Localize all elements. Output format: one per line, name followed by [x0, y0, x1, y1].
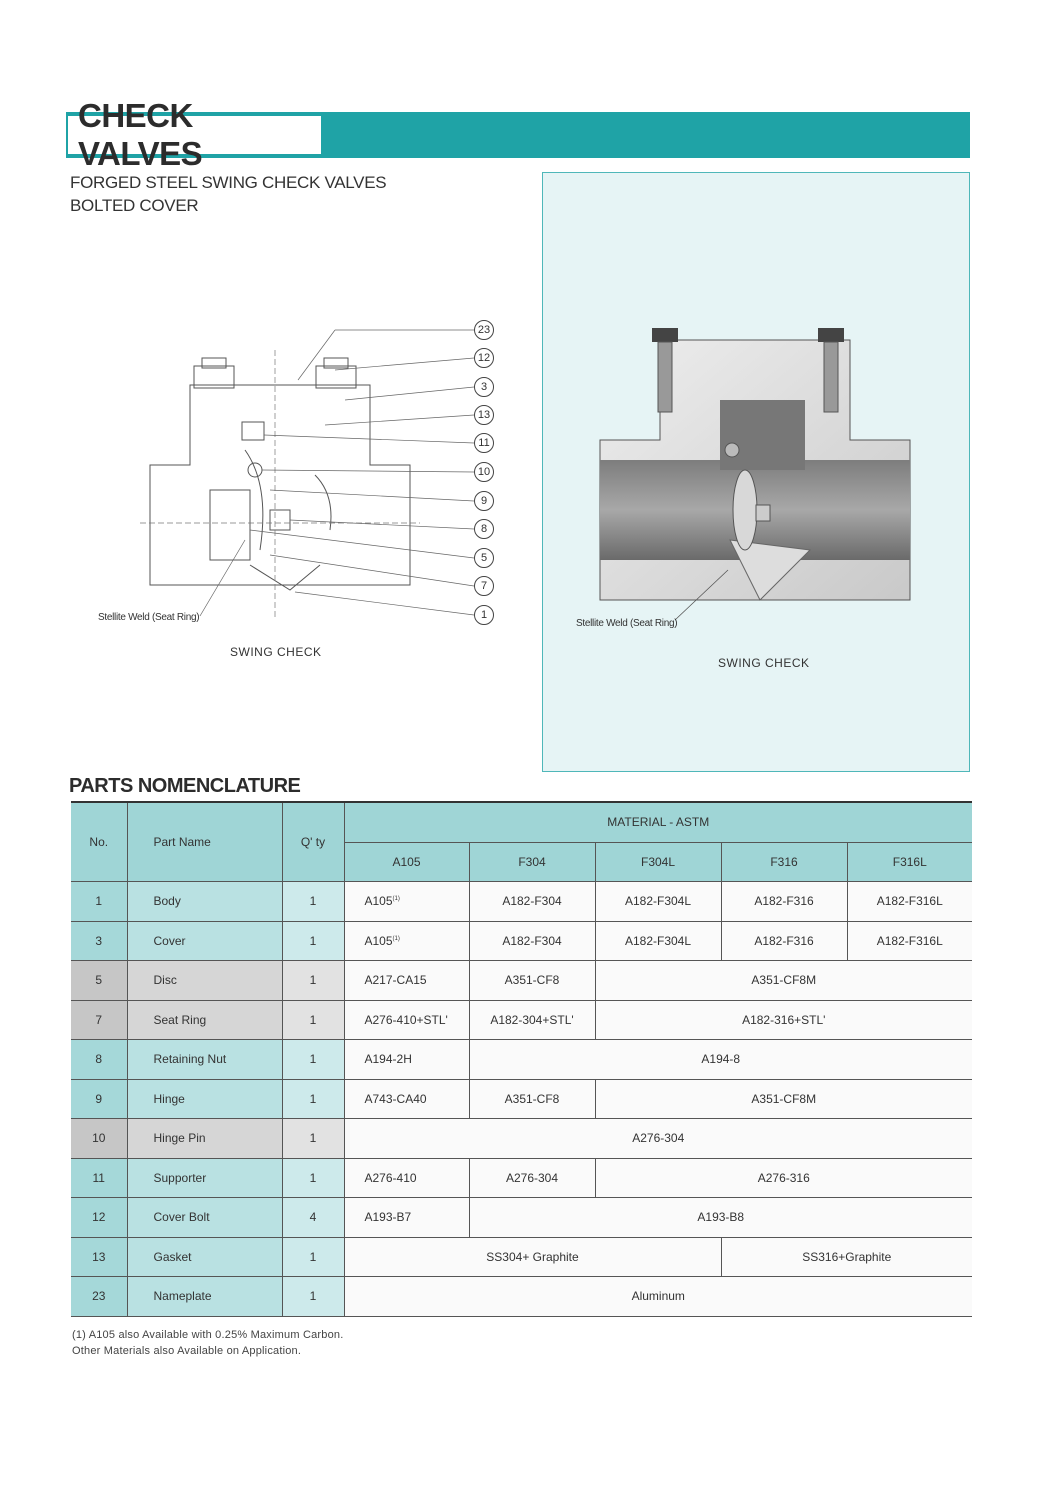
callout-10: 10 [474, 462, 494, 482]
callout-7: 7 [474, 576, 494, 596]
table-row [71, 1119, 972, 1159]
parts-heading: PARTS NOMENCLATURE [69, 775, 301, 797]
callout-8: 8 [474, 519, 494, 539]
material-cell: A182-316+STL' [595, 1000, 972, 1040]
material-value: A105 [364, 933, 393, 948]
callout-3: 3 [474, 377, 494, 397]
table-row [71, 882, 972, 922]
part-number: 23 [71, 1277, 127, 1317]
callout-1: 1 [474, 605, 494, 625]
page-title: CHECK VALVES [78, 97, 203, 172]
drawing-caption: SWING CHECK [230, 645, 322, 659]
photo-caption: SWING CHECK [718, 656, 810, 670]
col-header-material: MATERIAL - ASTM [344, 802, 972, 842]
material-cell: A182-304+STL' [469, 1000, 595, 1040]
material-cell: A276-410 [344, 1158, 469, 1198]
part-name: Nameplate [127, 1277, 282, 1317]
table-row [71, 1237, 972, 1277]
table-row [71, 1158, 972, 1198]
material-cell: SS316+Graphite [721, 1237, 972, 1277]
valve-line-drawing [90, 310, 510, 640]
stellite-label-drawing: Stellite Weld (Seat Ring) [98, 612, 200, 623]
table-row [71, 1079, 972, 1119]
footnote-ref: (1) [392, 935, 400, 942]
callout-5: 5 [474, 548, 494, 568]
material-cell: A182-F316L [847, 882, 972, 922]
material-cell: A351-CF8M [595, 961, 972, 1001]
material-cell: A194-2H [344, 1040, 469, 1080]
footnote-1: (1) A105 also Available with 0.25% Maximum Carbon. [72, 1329, 344, 1341]
material-cell: A276-304 [469, 1158, 595, 1198]
footnote-ref: (1) [392, 896, 400, 903]
grade-header-a105: A105 [344, 842, 469, 882]
material-cell: A276-304 [344, 1119, 972, 1159]
table-row [71, 921, 972, 961]
valve-cutaway-illustration [560, 310, 960, 640]
part-number: 10 [71, 1119, 127, 1159]
material-cell: A182-F304 [469, 921, 595, 961]
callout-12: 12 [474, 348, 494, 368]
part-qty: 1 [282, 1000, 344, 1040]
part-qty: 1 [282, 1277, 344, 1317]
material-cell: A182-F304 [469, 882, 595, 922]
material-cell: A182-F316L [847, 921, 972, 961]
part-qty: 1 [282, 1158, 344, 1198]
subtitle-line-1: FORGED STEEL SWING CHECK VALVES [70, 173, 387, 192]
part-number: 7 [71, 1000, 127, 1040]
material-cell: A194-8 [469, 1040, 972, 1080]
grade-header-f304l: F304L [595, 842, 721, 882]
material-cell: A276-316 [595, 1158, 972, 1198]
material-value: A105 [364, 894, 393, 909]
part-number: 12 [71, 1198, 127, 1238]
part-name: Seat Ring [127, 1000, 282, 1040]
grade-header-f316l: F316L [847, 842, 972, 882]
table-row [71, 1000, 972, 1040]
grade-header-f316: F316 [721, 842, 847, 882]
callout-11: 11 [474, 433, 494, 453]
table-row [71, 961, 972, 1001]
table-row [71, 1040, 972, 1080]
material-cell: A351-CF8 [469, 1079, 595, 1119]
part-qty: 1 [282, 882, 344, 922]
material-cell: SS304+ Graphite [344, 1237, 721, 1277]
part-number: 8 [71, 1040, 127, 1080]
material-cell: A351-CF8 [469, 961, 595, 1001]
footnote-2: Other Materials also Available on Application. [72, 1345, 302, 1357]
part-number: 1 [71, 882, 127, 922]
material-cell: A193-B7 [344, 1198, 469, 1238]
title-box [66, 97, 323, 172]
subtitle-line-2: BOLTED COVER [70, 196, 199, 215]
material-cell: A182-F316 [721, 882, 847, 922]
part-qty: 1 [282, 961, 344, 1001]
part-name: Body [127, 882, 282, 922]
material-cell [344, 921, 469, 961]
part-name: Hinge [127, 1079, 282, 1119]
part-name: Disc [127, 961, 282, 1001]
part-name: Cover Bolt [127, 1198, 282, 1238]
part-number: 13 [71, 1237, 127, 1277]
part-name: Supporter [127, 1158, 282, 1198]
material-cell: A193-B8 [469, 1198, 972, 1238]
part-name: Retaining Nut [127, 1040, 282, 1080]
stellite-label-photo: Stellite Weld (Seat Ring) [576, 618, 678, 629]
part-qty: 1 [282, 921, 344, 961]
col-header-part-name: Part Name [127, 802, 282, 882]
part-qty: 1 [282, 1237, 344, 1277]
callout-9: 9 [474, 491, 494, 511]
part-name: Cover [127, 921, 282, 961]
material-cell: A276-410+STL' [344, 1000, 469, 1040]
material-cell [344, 882, 469, 922]
part-name: Gasket [127, 1237, 282, 1277]
part-name: Hinge Pin [127, 1119, 282, 1159]
part-qty: 4 [282, 1198, 344, 1238]
material-cell: Aluminum [344, 1277, 972, 1317]
material-cell: A217-CA15 [344, 961, 469, 1001]
material-cell: A182-F304L [595, 882, 721, 922]
callout-23: 23 [474, 320, 494, 340]
grade-header-f304: F304 [469, 842, 595, 882]
col-header-no: No. [71, 802, 127, 882]
material-cell: A743-CA40 [344, 1079, 469, 1119]
part-qty: 1 [282, 1040, 344, 1080]
material-cell: A182-F316 [721, 921, 847, 961]
material-cell: A182-F304L [595, 921, 721, 961]
part-number: 3 [71, 921, 127, 961]
table-row [71, 1198, 972, 1238]
part-qty: 1 [282, 1119, 344, 1159]
part-number: 5 [71, 961, 127, 1001]
part-number: 11 [71, 1158, 127, 1198]
parts-table [71, 801, 972, 1317]
col-header-qty: Q' ty [282, 802, 344, 882]
part-qty: 1 [282, 1079, 344, 1119]
table-row [71, 1277, 972, 1317]
callout-13: 13 [474, 405, 494, 425]
material-cell: A351-CF8M [595, 1079, 972, 1119]
part-number: 9 [71, 1079, 127, 1119]
